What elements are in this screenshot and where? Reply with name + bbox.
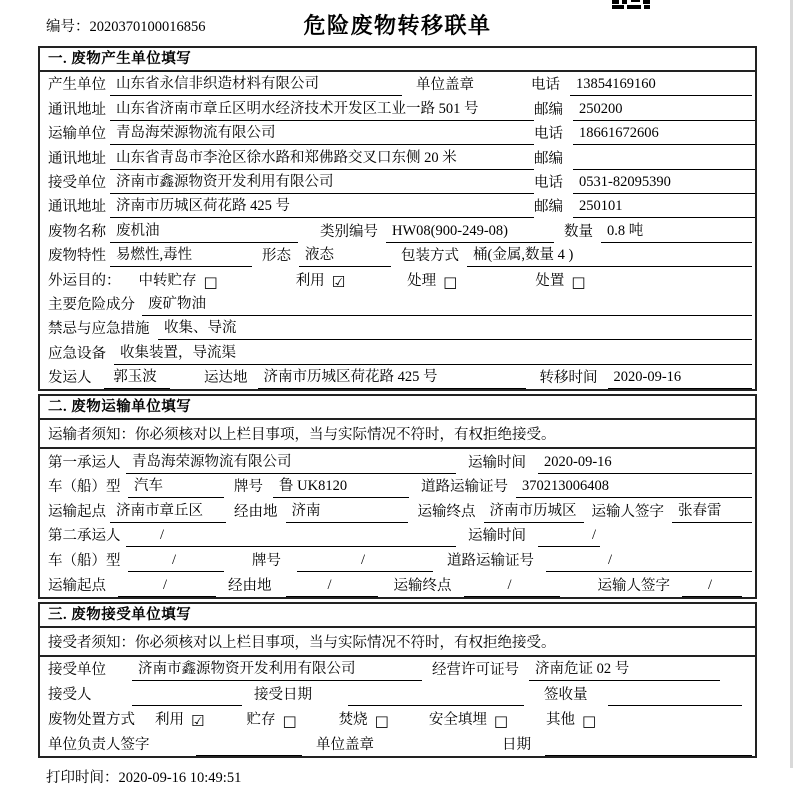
row-responsible-signature	[40, 731, 755, 756]
print-value: 2020-09-16 10:49:51	[118, 769, 242, 786]
row-producer-unit	[40, 72, 755, 96]
row-receive-unit	[40, 657, 755, 682]
page-edge-divider	[790, 0, 793, 768]
field-label: 牌号	[234, 479, 263, 496]
checkbox-unchecked-icon: □	[443, 272, 458, 291]
row-receiver-address	[40, 194, 755, 218]
field-label: 外运目的：	[48, 272, 121, 289]
section-waste-generator	[38, 46, 757, 391]
serial-label: 编号：	[46, 19, 90, 35]
field-value: 郭玉波	[104, 365, 170, 389]
field-label: 运输终点	[393, 577, 452, 594]
field-value	[196, 738, 302, 756]
option-incinerate	[339, 708, 389, 731]
field-value: 济南市历城区	[484, 499, 584, 523]
print-timestamp	[38, 761, 757, 787]
field-value: /	[682, 577, 742, 597]
field-value: 0531-82095390	[573, 174, 755, 194]
checkbox-unchecked-icon: □	[571, 272, 586, 291]
receiver-notice: 接受者须知：你必须核对以上栏目事项，当与实际情况不符时，有权拒绝接受。	[40, 628, 755, 657]
field-value: /	[286, 577, 378, 597]
field-value: 济南危证 02 号	[529, 657, 720, 681]
checkbox-unchecked-icon: □	[282, 712, 297, 731]
field-value: 济南市鑫源物资开发利用有限公司	[110, 170, 534, 194]
field-value: 青岛海荣源物流有限公司	[126, 450, 456, 474]
option-transit-storage	[139, 269, 218, 292]
row-receiver-person	[40, 681, 755, 706]
row-vehicle-1	[40, 474, 755, 499]
field-value	[348, 688, 524, 706]
field-value	[545, 738, 752, 756]
option-secure-landfill	[429, 708, 508, 731]
field-value: 2020-09-16	[538, 454, 752, 474]
field-label: 邮编	[534, 101, 563, 118]
serial-number	[46, 15, 206, 36]
field-label: 包装方式	[401, 248, 459, 265]
field-value: 液态	[299, 243, 391, 267]
checkbox-label: 焚烧	[338, 712, 368, 729]
field-label: 接受单位	[48, 662, 106, 679]
field-value: 张春雷	[672, 499, 752, 523]
option-utilize	[155, 708, 204, 731]
checkbox-label: 其他	[546, 712, 576, 729]
field-value: 桶(金属,数量 4 )	[467, 243, 752, 267]
field-value: 济南市历城区荷花路 425 号	[258, 365, 526, 389]
field-label: 禁忌与应急措施	[48, 321, 150, 338]
section-title: 三. 废物接受单位填写	[40, 604, 755, 628]
field-label: 单位负责人签字	[48, 736, 150, 753]
field-label: 运输终点	[417, 503, 476, 520]
field-label: 转移时间	[539, 370, 598, 387]
field-label: 废物处置方式	[48, 712, 135, 729]
transporter-notice: 运输者须知：你必须核对以上栏目事项，当与实际情况不符时，有权拒绝接受。	[40, 420, 755, 449]
field-label: 日期	[502, 736, 531, 753]
field-value: 13854169160	[570, 76, 752, 96]
field-label: 接受单位	[48, 174, 106, 191]
field-label: 运输人签字	[597, 577, 670, 594]
field-label: 运输单位	[48, 126, 106, 143]
field-value: 废矿物油	[142, 292, 752, 316]
field-label: 道路运输证号	[421, 479, 508, 496]
section-waste-transporter	[38, 394, 757, 599]
field-label: 单位盖章	[316, 736, 374, 753]
field-label: 接受人	[48, 687, 92, 704]
field-value: /	[546, 552, 752, 572]
option-dispose	[535, 269, 585, 292]
field-value: 0.8 吨	[601, 219, 752, 243]
field-value: 易燃性,毒性	[110, 243, 252, 267]
row-route-1	[40, 498, 755, 523]
section-waste-receiver	[38, 602, 757, 758]
field-label: 通讯地址	[48, 101, 106, 118]
field-value: /	[126, 527, 456, 547]
row-hazard-components	[40, 292, 755, 316]
field-label: 第一承运人	[48, 454, 121, 471]
field-label: 运输时间	[468, 454, 526, 471]
checkbox-unchecked-icon: □	[493, 712, 509, 731]
field-value: 济南市历城区荷花路 425 号	[110, 194, 534, 218]
serial-value: 2020370100016856	[89, 19, 206, 35]
row-second-carrier	[40, 523, 755, 548]
field-label: 运输时间	[468, 528, 526, 545]
field-label: 经营许可证号	[432, 662, 519, 679]
field-label: 运达地	[204, 370, 248, 387]
field-value: /	[297, 552, 433, 572]
field-label: 主要危险成分	[48, 296, 135, 313]
field-label: 运输起点	[48, 503, 106, 520]
field-label: 废物特性	[48, 248, 106, 265]
field-value: 370213006408	[516, 478, 752, 498]
section-title: 二. 废物运输单位填写	[40, 396, 755, 420]
field-label: 第二承运人	[48, 528, 121, 545]
qr-code-fragment-icon	[612, 0, 650, 9]
field-label: 单位盖章	[416, 77, 474, 94]
checkbox-label: 贮存	[246, 712, 276, 729]
row-emergency-equipment	[40, 340, 755, 364]
field-value	[608, 688, 743, 706]
option-store	[246, 708, 296, 731]
field-label: 接受日期	[254, 687, 312, 704]
field-label: 经由地	[234, 503, 278, 520]
checkbox-label: 中转贮存	[138, 272, 197, 289]
field-value: 山东省济南市章丘区明水经济技术开发区工业一路 501 号	[110, 97, 534, 121]
document-header	[38, 6, 757, 46]
checkbox-unchecked-icon: □	[582, 712, 597, 731]
checkbox-label: 安全填埋	[428, 712, 487, 729]
checkbox-label: 处理	[407, 272, 437, 289]
field-label: 发运人	[48, 370, 92, 387]
row-waste-name	[40, 218, 755, 242]
option-utilize	[296, 269, 345, 292]
field-value: 济南市鑫源物资开发利用有限公司	[132, 657, 422, 681]
field-label: 电话	[531, 77, 560, 94]
checkbox-unchecked-icon: □	[374, 712, 389, 731]
field-label: 牌号	[252, 553, 281, 570]
field-value: 收集装置，导流渠	[114, 341, 752, 365]
field-value: /	[128, 552, 224, 572]
checkbox-label: 处置	[535, 272, 565, 289]
field-value: 收集、导流	[158, 316, 752, 340]
field-value: HW08(900-249-08)	[386, 223, 554, 243]
option-treat	[407, 269, 457, 292]
field-label: 车（船）型	[48, 553, 121, 570]
row-waste-traits	[40, 243, 755, 267]
row-producer-address	[40, 96, 755, 120]
checkbox-checked-icon: ☑	[331, 272, 346, 291]
field-label: 经由地	[228, 577, 272, 594]
row-emergency-measures	[40, 316, 755, 340]
field-value: 山东省青岛市李沧区徐水路和郑佛路交叉口东侧 20 米	[110, 146, 534, 170]
field-label: 电话	[534, 174, 563, 191]
field-label: 通讯地址	[48, 150, 106, 167]
field-value: /	[118, 577, 216, 597]
field-value: 济南市章丘区	[110, 499, 226, 523]
field-label: 通讯地址	[48, 199, 106, 216]
checkbox-checked-icon: ☑	[191, 712, 205, 731]
field-label: 道路运输证号	[447, 553, 534, 570]
field-value: 山东省永信非织造材料有限公司	[110, 72, 402, 96]
field-label: 邮编	[534, 150, 563, 167]
field-value: 250200	[573, 101, 755, 121]
field-label: 产生单位	[48, 77, 106, 94]
field-label: 邮编	[534, 199, 563, 216]
row-transport-unit	[40, 121, 755, 145]
row-transfer-purpose	[40, 267, 755, 291]
row-route-2	[40, 572, 755, 597]
row-receiver-unit	[40, 170, 755, 194]
field-value: 汽车	[128, 474, 224, 498]
field-label: 形态	[262, 248, 291, 265]
row-transport-address	[40, 145, 755, 169]
field-value	[132, 688, 242, 706]
field-label: 电话	[534, 126, 563, 143]
page-title: 危险废物转移联单	[303, 13, 492, 38]
field-value: 废机油	[110, 219, 298, 243]
field-value: 18661672606	[573, 125, 755, 145]
field-label: 应急设备	[48, 345, 106, 362]
row-vehicle-2	[40, 547, 755, 572]
field-label: 签收量	[544, 687, 588, 704]
field-value: 250101	[573, 198, 755, 218]
field-label: 运输人签字	[591, 503, 664, 520]
field-value: 济南	[286, 499, 408, 523]
checkbox-label: 利用	[155, 712, 184, 729]
field-value: 2020-09-16	[608, 369, 753, 389]
field-label: 数量	[564, 223, 593, 240]
field-value: 鲁 UK8120	[273, 474, 409, 498]
field-label: 类别编号	[320, 223, 378, 240]
field-label: 废物名称	[48, 223, 106, 240]
row-disposal-method	[40, 706, 755, 731]
field-value: /	[464, 577, 560, 597]
field-value: /	[538, 527, 600, 547]
section-title: 一. 废物产生单位填写	[40, 48, 755, 72]
option-other	[546, 708, 596, 731]
checkbox-label: 利用	[295, 272, 325, 289]
row-first-carrier	[40, 449, 755, 474]
checkbox-unchecked-icon: □	[203, 272, 218, 291]
field-value	[573, 152, 755, 170]
row-shipper	[40, 365, 755, 389]
print-label: 打印时间：	[46, 769, 119, 786]
field-value: 青岛海荣源物流有限公司	[110, 121, 534, 145]
field-label: 车（船）型	[48, 479, 121, 496]
field-label: 运输起点	[48, 577, 106, 594]
